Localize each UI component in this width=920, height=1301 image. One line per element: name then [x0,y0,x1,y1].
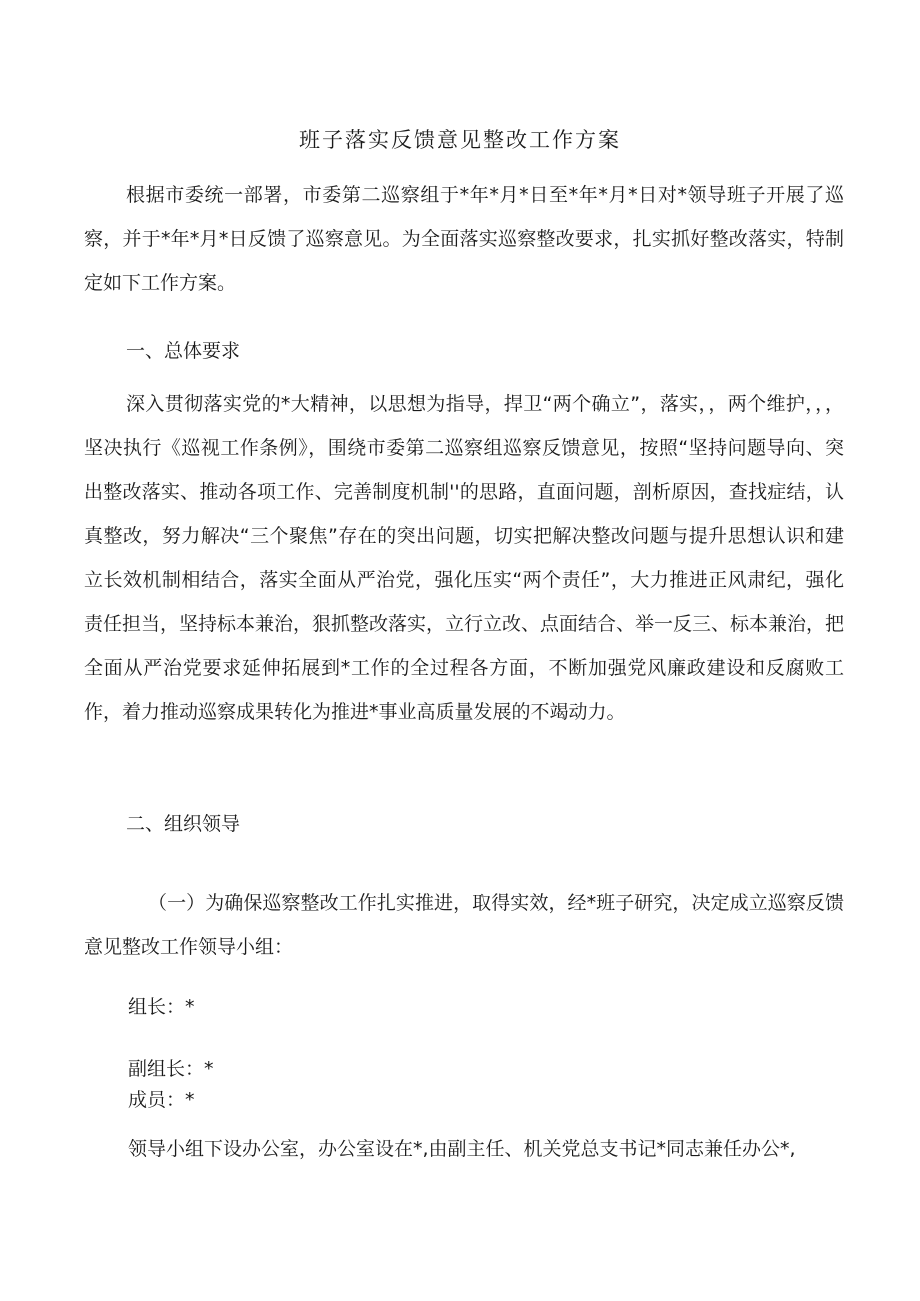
section-heading-organization: 二、组织领导 [126,813,241,835]
members-line: 成员：* [128,1089,195,1111]
general-requirements-paragraph: 深入贯彻落实党的*大精神，以思想为指导，捍卫“两个确立”，落实，，两个维护，，，坚决执行《巡视工作条例》，围绕市委第二巡察组巡察反馈意见，按照“坚持问题导向、突出整改落实、推动各项工作、完善制度机制''的思路，直面问题，剖析原因，查找症结，认真整改，努力解决“三个聚焦”存在的突出问题，切实把解决整改问题与提升思想认识和建立长效机制相结合，落实全面从严治党，强化压实“两个责任”，大力推进正风肃纪，强化责任担当，坚持标本兼治，狠抓整改落实，立行立改、点面结合、举一反三、标本兼治，把全面从严治党要求延伸拓展到*工作的全过程各方面，不断加强党风廉政建设和反腐败工作，着力推动巡察成果转化为推进*事业高质量发展的不竭动力。 [84,393,845,723]
document-title: 班子落实反馈意见整改工作方案 [299,128,621,152]
section-heading-general-requirements: 一、总体要求 [126,340,241,362]
leader-line: 组长：* [128,996,195,1018]
organization-paragraph: （一）为确保巡察整改工作扎实推进，取得实效，经*班子研究，决定成立巡察反馈意见整改工作领导小组： [84,892,844,958]
office-paragraph: 领导小组下设办公室，办公室设在*,由副主任、机关党总支书记*同志兼任办公*, [128,1138,796,1160]
intro-paragraph: 根据市委统一部署，市委第二巡察组于*年*月*日至*年*月*日对*领导班子开展了巡察，并于*年*月*日反馈了巡察意见。为全面落实巡察整改要求，扎实抓好整改落实，特制定如下工作方案。 [84,184,844,294]
deputy-leader-line: 副组长：* [128,1058,214,1080]
